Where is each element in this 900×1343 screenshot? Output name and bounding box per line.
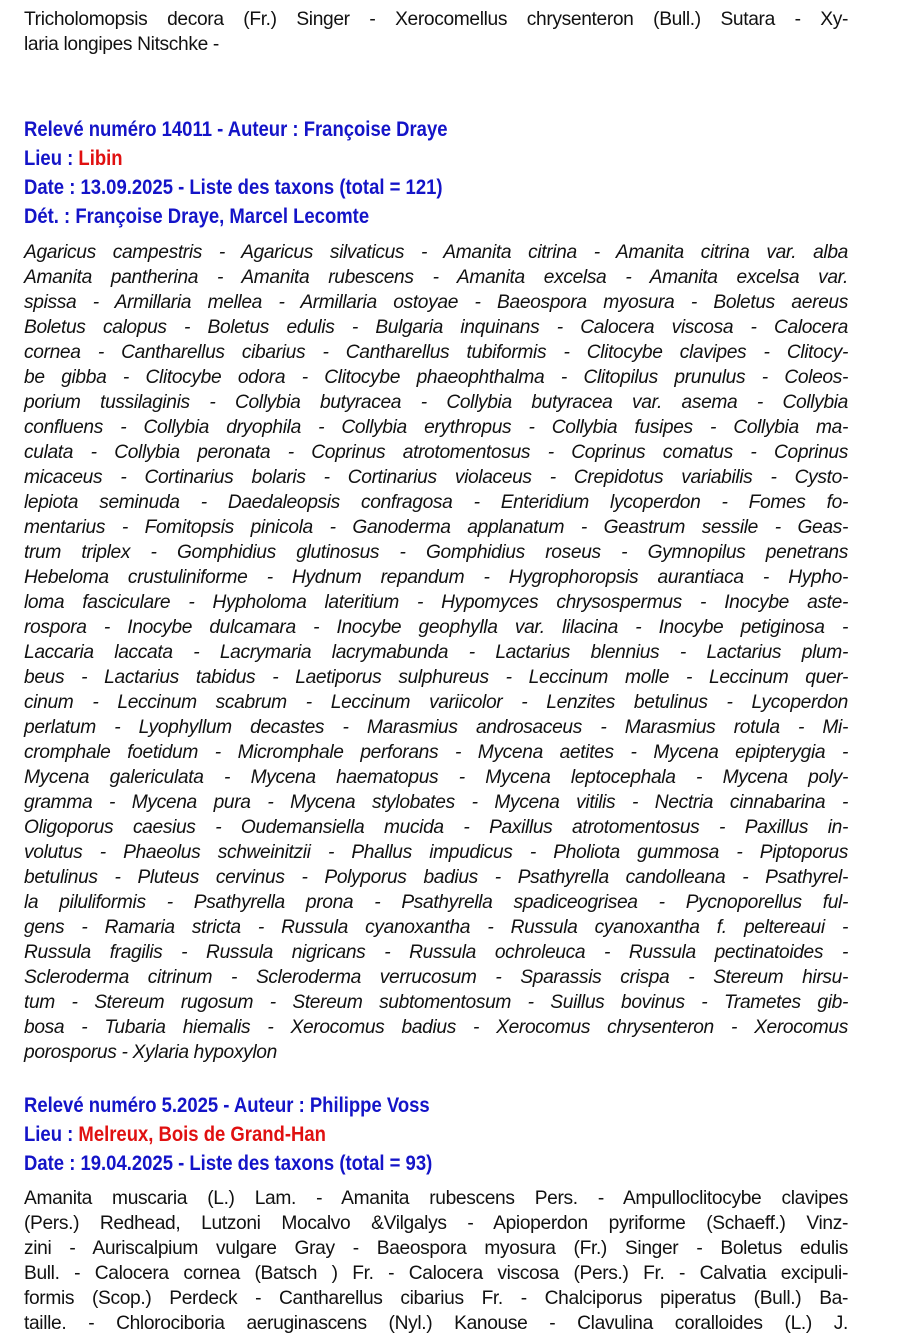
taxa-line: micaceus - Cortinarius bolaris - Cortinarius violaceus - Crepidotus variabilis - Cysto-: [24, 467, 848, 488]
releve-2-lieu: [24, 1120, 326, 1149]
taxa-line: zini - Auriscalpium vulgare Gray - Baeospora myosura (Fr.) Singer - Boletus edulis: [24, 1238, 848, 1259]
taxa-line: Bull. - Calocera cornea (Batsch ) Fr. - Calocera viscosa (Pers.) Fr. - Calvatia excipuli-: [24, 1263, 848, 1284]
taxa-line: Laccaria laccata - Lacrymaria lacrymabunda - Lactarius blennius - Lactarius plum-: [24, 642, 848, 663]
lieu-value: Melreux, Bois de Grand-Han: [78, 1123, 326, 1146]
taxa-line: (Pers.) Redhead, Lutzoni Mocalvo &Vilgalys - Apioperdon pyriforme (Schaeff.) Vinz-: [24, 1213, 848, 1234]
taxa-line: beus - Lactarius tabidus - Laetiporus sulphureus - Leccinum molle - Leccinum quer-: [24, 667, 848, 688]
taxa-line: perlatum - Lyophyllum decastes - Marasmius androsaceus - Marasmius rotula - Mi-: [24, 717, 848, 738]
taxa-line: Amanita muscaria (L.) Lam. - Amanita rubescens Pers. - Ampulloclitocybe clavipes: [24, 1188, 848, 1209]
taxa-line: rospora - Inocybe dulcamara - Inocybe geophylla var. lilacina - Inocybe petiginosa -: [24, 617, 848, 638]
taxa-line: porosporus - Xylaria hypoxylon: [24, 1042, 277, 1063]
taxa-line: taille. - Chlorociboria aeruginascens (Nyl.) Kanouse - Clavulina coralloides (L.) J.: [24, 1313, 848, 1334]
taxa-line: culata - Collybia peronata - Coprinus atrotomentosus - Coprinus comatus - Coprinus: [24, 442, 848, 463]
taxa-line: la piluliformis - Psathyrella prona - Psathyrella spadiceogrisea - Pycnoporellus ful-: [24, 892, 848, 913]
releve-1-date: Date : 13.09.2025 - Liste des taxons (total = 121): [24, 176, 443, 199]
taxa-line: porium tussilaginis - Collybia butyracea - Collybia butyracea var. asema - Collybia: [24, 392, 848, 413]
taxa-line: mentarius - Fomitopsis pinicola - Ganoderma applanatum - Geastrum sessile - Geas-: [24, 517, 848, 538]
taxa-line: be gibba - Clitocybe odora - Clitocybe phaeophthalma - Clitopilus prunulus - Coleos-: [24, 367, 848, 388]
taxa-line: cromphale foetidum - Micromphale perforans - Mycena aetites - Mycena epipterygia -: [24, 742, 848, 763]
taxa-line: cinum - Leccinum scabrum - Leccinum variicolor - Lenzites betulinus - Lycoperdon: [24, 692, 848, 713]
lieu-label: Lieu :: [24, 1123, 79, 1146]
releve-2-date: Date : 19.04.2025 - Liste des taxons (total = 93): [24, 1152, 433, 1175]
releve-1-determinateurs: Dét. : Françoise Draye, Marcel Lecomte: [24, 205, 370, 228]
taxa-line: trum triplex - Gomphidius glutinosus - Gomphidius roseus - Gymnopilus penetrans: [24, 542, 848, 563]
taxa-line: formis (Scop.) Perdeck - Cantharellus cibarius Fr. - Chalciporus piperatus (Bull.) Ba-: [24, 1288, 848, 1309]
taxa-line: gens - Ramaria stricta - Russula cyanoxantha - Russula cyanoxantha f. peltereaui -: [24, 917, 848, 938]
releve-2-title: Relevé numéro 5.2025 - Auteur : Philippe Voss: [24, 1094, 430, 1117]
taxa-line: Russula fragilis - Russula nigricans - Russula ochroleuca - Russula pectinatoides -: [24, 942, 848, 963]
intro-line: laria longipes Nitschke -: [24, 34, 219, 55]
lieu-value: Libin: [78, 147, 123, 170]
taxa-line: bosa - Tubaria hiemalis - Xerocomus badius - Xerocomus chrysenteron - Xerocomus: [24, 1017, 848, 1038]
releve-1-lieu: [24, 144, 123, 173]
taxa-line: Hebeloma crustuliniforme - Hydnum repandum - Hygrophoropsis aurantiaca - Hypho-: [24, 567, 848, 588]
taxa-line: spissa - Armillaria mellea - Armillaria ostoyae - Baeospora myosura - Boletus aereus: [24, 292, 848, 313]
taxa-line: Oligoporus caesius - Oudemansiella mucida - Paxillus atrotomentosus - Paxillus in-: [24, 817, 848, 838]
taxa-line: Agaricus campestris - Agaricus silvaticus - Amanita citrina - Amanita citrina var. alba: [24, 242, 848, 263]
taxa-line: Mycena galericulata - Mycena haematopus - Mycena leptocephala - Mycena poly-: [24, 767, 848, 788]
releve-1-taxa-list: [24, 240, 848, 1065]
taxa-line: Boletus calopus - Boletus edulis - Bulgaria inquinans - Calocera viscosa - Calocera: [24, 317, 848, 338]
releve-1-title: Relevé numéro 14011 - Auteur : Françoise Draye: [24, 118, 448, 141]
taxa-line: betulinus - Pluteus cervinus - Polyporus badius - Psathyrella candolleana - Psathyrel-: [24, 867, 848, 888]
taxa-line: confluens - Collybia dryophila - Collybia erythropus - Collybia fusipes - Collybia ma-: [24, 417, 848, 438]
taxa-line: Amanita pantherina - Amanita rubescens - Amanita excelsa - Amanita excelsa var.: [24, 267, 848, 288]
intro-paragraph: [24, 7, 848, 57]
taxa-line: Scleroderma citrinum - Scleroderma verrucosum - Sparassis crispa - Stereum hirsu-: [24, 967, 848, 988]
taxa-line: lepiota seminuda - Daedaleopsis confragosa - Enteridium lycoperdon - Fomes fo-: [24, 492, 848, 513]
lieu-label: Lieu :: [24, 147, 79, 170]
intro-line: Tricholomopsis decora (Fr.) Singer - Xerocomellus chrysenteron (Bull.) Sutara - Xy-: [24, 9, 848, 30]
releve-2-taxa-list: [24, 1186, 848, 1336]
taxa-line: tum - Stereum rugosum - Stereum subtomentosum - Suillus bovinus - Trametes gib-: [24, 992, 848, 1013]
taxa-line: loma fasciculare - Hypholoma lateritium - Hypomyces chrysospermus - Inocybe aste-: [24, 592, 848, 613]
taxa-line: cornea - Cantharellus cibarius - Cantharellus tubiformis - Clitocybe clavipes - Clitocy-: [24, 342, 848, 363]
taxa-line: gramma - Mycena pura - Mycena stylobates - Mycena vitilis - Nectria cinnabarina -: [24, 792, 848, 813]
taxa-line: volutus - Phaeolus schweinitzii - Phallus impudicus - Pholiota gummosa - Piptoporus: [24, 842, 848, 863]
